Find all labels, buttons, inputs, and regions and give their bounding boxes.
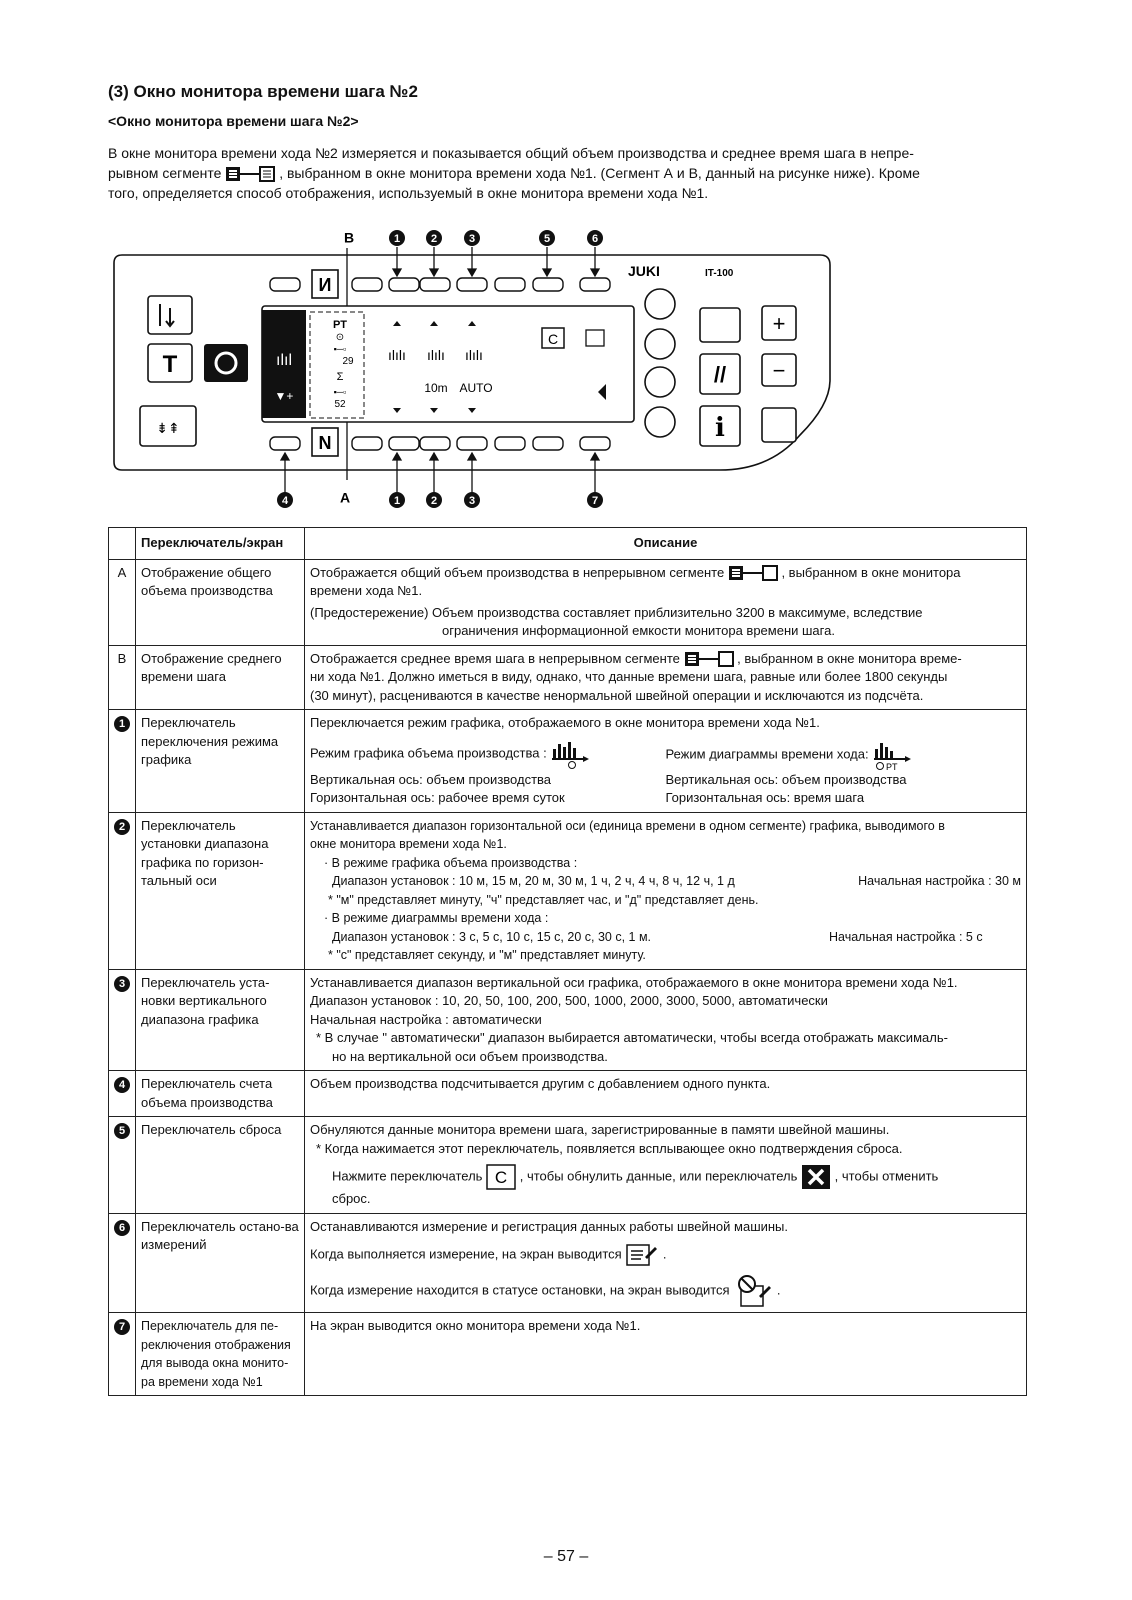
control-panel-illustration [100,230,1060,520]
svg-text:i: i [715,413,725,443]
svg-text:+: + [772,311,786,336]
svg-text:ılılı: ılılı [388,347,406,363]
svg-text:6: 6 [591,233,599,245]
svg-text:1: 1 [393,495,401,507]
svg-text:52: 52 [334,399,346,410]
svg-text:1: 1 [393,233,401,245]
pitch-time-graph-icon [872,739,914,771]
table-row: 1 Переключатель переключения режима графика Переключается режим графика, отображаемого в окне монитора времени хода №1. Режим графика объема производства : Режим диаграммы времени хода: PT Вертикальная ось: объем производства Вертикальная ось: объем производства Горизонтальная ось: рабочее время суток Горизонтальная ось: время шага [109,710,1027,813]
svg-text:5: 5 [543,233,551,245]
reset-c-icon [486,1164,516,1190]
table-row: 4 Переключатель счета объема производства Объем производства подсчитывается другим с добавлением одного пункта. [109,1071,1027,1117]
section-subtitle: <Окно монитора времени шага №2> [108,113,359,129]
svg-text:И: И [318,275,332,295]
segment-icon [684,651,734,667]
production-graph-icon [550,739,590,769]
label-a: A [340,489,351,506]
svg-text:▪─▫: ▪─▫ [333,387,347,397]
callout-badge: 6 [114,1220,130,1236]
table-row: 2 Переключатель установки диапазона графика по горизон-тальный оси Устанавливается диапазон горизонтальной оси (единица времени в одном сегменте) графика, выводимого в окне монитора времени хода №1. · В режиме графика объема производства : Диапазон установок : 10 м, 15 м, 20 м, 30 м, 1 ч, 2 ч, 4 ч, 8 ч, 12 ч, 1 д Начальная настройка : 30 м * "м" представляет минуту, "ч" представляет час, и "д" представляет день. · В режиме диаграммы времени хода : Диапазон установок : 3 с, 5 с, 10 с, 15 с, 20 с, 30 с, 1 м. Начальная настройка : 5 с * "с" представляет секунду, и "м" представляет минуту. [109,812,1027,969]
svg-text:▪─▫: ▪─▫ [333,344,347,354]
svg-text:29: 29 [342,356,354,367]
svg-text:ılılı: ılılı [465,347,483,363]
svg-text:2: 2 [430,495,438,507]
table-row: 6 Переключатель остано-ва измерений Останавливаются измерение и регистрация данных работы швейной машины. Когда выполняется измерение, на экран выводится . Когда измерение находится в статусе остановки, на экран выводится . [109,1213,1027,1313]
svg-text:ılıl: ılıl [276,352,292,369]
label-b: B [344,230,355,246]
svg-text:Σ: Σ [336,371,344,383]
svg-text:3: 3 [468,233,476,245]
svg-text:IT-100: IT-100 [705,268,734,279]
svg-text:⇟⇞: ⇟⇞ [156,420,180,436]
page-title: (3) Окно монитора времени шага №2 [108,82,418,101]
svg-text:ılılı: ılılı [427,347,445,363]
svg-text:PT: PT [886,761,898,771]
table-row: B Отображение среднего времени шага Отображается среднее время шага в непрерывном сегменте , выбранном в окне монитора време- ни хода №1. Должно иметься в виду, однако, что данные времени шага, равные или более 1800 секунды (30 минут), расцениваются в качестве ненормальной швейной операции и исключаются из подсчёта. [109,645,1027,710]
intro-line: того, определяется способ отображения, используемый в окне монитора времени хода №1. [108,185,709,201]
callout-badge: 1 [114,716,130,732]
intro-paragraph [108,143,1013,203]
callout-badge: 2 [114,819,130,835]
intro-line: В окне монитора времени хода №2 измеряется и показывается общий объем производства и среднее время шага в непре- [108,145,914,161]
table-row: 3 Переключатель уста-новки вертикального диапазона графика Устанавливается диапазон вертикальной оси графика, отображаемого в окне монитора времени хода №1. Диапазон установок : 10, 20, 50, 100, 200, 500, 1000, 2000, 3000, 5000, автоматически Начальная настройка : автоматически * В случае " автоматически" диапазон выбирается автоматически, чтобы всегда отображать максималь- но на вертикальной оси объем производства. [109,969,1027,1071]
svg-text://: // [713,362,727,387]
callout-badge: 5 [114,1123,130,1139]
svg-text:PT: PT [332,319,348,331]
top-callouts [389,230,603,246]
table-row: 5 Переключатель сброса Обнуляются данные монитора времени шага, зарегистрированные в памяти швейной машины. * Когда нажимается этот переключатель, появляется всплывающее окно подтверждения сброса. Нажмите переключатель C , чтобы обнулить данные, или переключатель , чтобы отменить сброс. [109,1117,1027,1214]
segment-icon [728,565,778,581]
cancel-x-icon [801,1164,831,1190]
measuring-icon [625,1241,659,1269]
svg-text:⊙: ⊙ [335,332,345,343]
svg-text:7: 7 [591,495,599,507]
svg-text:N: N [318,433,332,453]
table-row: A Отображение общего объема производства Отображается общий объем производства в непрерывном сегменте , выбранном в окне монитора времени хода №1. (Предостережение) Объем производства составляет приблизительно 3200 в максимуме, вследствие ограничения информационной емкости монитора времени шага. [109,559,1027,645]
svg-text:3: 3 [468,495,476,507]
segment-icon [225,166,275,182]
table-row: 7 Переключатель для пе-реключения отображения для вывода окна монито-ра времени хода №1 На экран выводится окно монитора времени хода №1. [109,1313,1027,1396]
svg-text:JUKI: JUKI [628,263,660,279]
callout-badge: 3 [114,976,130,992]
callout-badge: 7 [114,1319,130,1335]
page-number: – 57 – [543,1548,589,1565]
intro-line: рывном сегменте , выбранном в окне монитора времени хода №1. (Сегмент А и В, данный на рисунке ниже). Кроме [108,165,920,181]
svg-text:C: C [547,331,559,347]
svg-text:4: 4 [281,495,289,507]
svg-text:10m: 10m [424,381,448,395]
svg-text:▼+: ▼+ [274,389,294,403]
svg-text:−: − [772,358,786,383]
bottom-callouts [277,492,603,508]
measurement-stopped-icon [733,1274,773,1308]
svg-text:AUTO: AUTO [459,381,493,395]
svg-text:C: C [494,1168,508,1187]
svg-text:2: 2 [430,233,438,245]
svg-text:T: T [162,351,178,378]
header-switch: Переключатель/экран [136,528,305,560]
header-description: Описание [305,528,1027,560]
callout-badge: 4 [114,1077,130,1093]
description-table [108,527,1027,1396]
